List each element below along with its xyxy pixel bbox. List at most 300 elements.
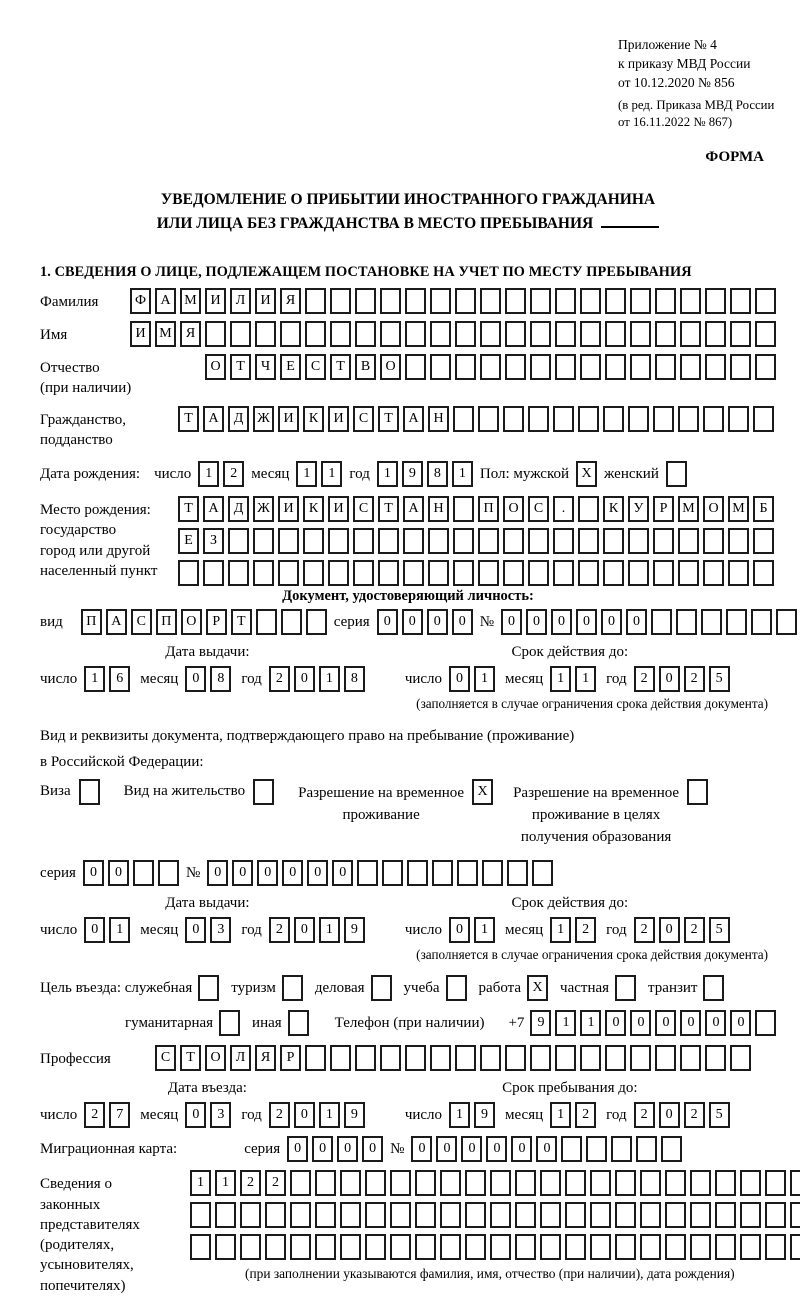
char-cell[interactable]: [480, 1045, 501, 1071]
char-cell[interactable]: Р: [280, 1045, 301, 1071]
char-cell[interactable]: Б: [753, 496, 774, 522]
char-cell[interactable]: [440, 1202, 461, 1228]
char-cell[interactable]: П: [81, 609, 102, 635]
char-cell[interactable]: [603, 528, 624, 554]
char-cell[interactable]: 9: [344, 1102, 365, 1128]
char-cell[interactable]: [340, 1234, 361, 1260]
char-cell[interactable]: [728, 406, 749, 432]
char-cell[interactable]: 0: [377, 609, 398, 635]
char-cell[interactable]: [515, 1170, 536, 1196]
char-cell[interactable]: 0: [362, 1136, 383, 1162]
char-cell[interactable]: [690, 1234, 711, 1260]
char-cell[interactable]: 0: [402, 609, 423, 635]
char-cell[interactable]: [290, 1202, 311, 1228]
char-cell[interactable]: [540, 1234, 561, 1260]
char-cell[interactable]: [507, 860, 528, 886]
char-cell[interactable]: Л: [230, 288, 251, 314]
char-cell[interactable]: [615, 1202, 636, 1228]
char-cell[interactable]: М: [728, 496, 749, 522]
char-cell[interactable]: [405, 354, 426, 380]
char-cell[interactable]: К: [303, 496, 324, 522]
purpose-study-checkbox[interactable]: [446, 975, 467, 1001]
char-cell[interactable]: 2: [269, 666, 290, 692]
char-cell[interactable]: А: [203, 496, 224, 522]
purpose-tourism-checkbox[interactable]: [282, 975, 303, 1001]
char-cell[interactable]: Т: [178, 406, 199, 432]
char-cell[interactable]: 2: [265, 1170, 286, 1196]
char-cell[interactable]: [430, 321, 451, 347]
char-cell[interactable]: О: [205, 354, 226, 380]
char-cell[interactable]: 5: [709, 666, 730, 692]
char-cell[interactable]: 0: [526, 609, 547, 635]
char-cell[interactable]: [530, 288, 551, 314]
char-cell[interactable]: [240, 1202, 261, 1228]
char-cell[interactable]: [357, 860, 378, 886]
char-cell[interactable]: [665, 1170, 686, 1196]
char-cell[interactable]: 0: [257, 860, 278, 886]
temp-permit-checkbox[interactable]: X: [472, 779, 493, 805]
char-cell[interactable]: 1: [190, 1170, 211, 1196]
char-cell[interactable]: [553, 406, 574, 432]
char-cell[interactable]: [228, 528, 249, 554]
char-cell[interactable]: 2: [575, 1102, 596, 1128]
char-cell[interactable]: М: [180, 288, 201, 314]
char-cell[interactable]: [465, 1170, 486, 1196]
char-cell[interactable]: [555, 354, 576, 380]
char-cell[interactable]: Н: [428, 496, 449, 522]
char-cell[interactable]: [253, 528, 274, 554]
char-cell[interactable]: П: [478, 496, 499, 522]
char-cell[interactable]: У: [628, 496, 649, 522]
char-cell[interactable]: [503, 528, 524, 554]
char-cell[interactable]: [553, 528, 574, 554]
char-cell[interactable]: [455, 288, 476, 314]
char-cell[interactable]: [655, 1045, 676, 1071]
char-cell[interactable]: [503, 560, 524, 586]
char-cell[interactable]: 1: [198, 461, 219, 487]
char-cell[interactable]: [365, 1202, 386, 1228]
char-cell[interactable]: Е: [280, 354, 301, 380]
char-cell[interactable]: И: [278, 496, 299, 522]
char-cell[interactable]: [730, 354, 751, 380]
char-cell[interactable]: [490, 1170, 511, 1196]
char-cell[interactable]: [303, 528, 324, 554]
char-cell[interactable]: [405, 288, 426, 314]
char-cell[interactable]: [678, 406, 699, 432]
char-cell[interactable]: [253, 560, 274, 586]
char-cell[interactable]: [378, 528, 399, 554]
char-cell[interactable]: 0: [659, 917, 680, 943]
char-cell[interactable]: [490, 1202, 511, 1228]
char-cell[interactable]: [628, 560, 649, 586]
char-cell[interactable]: [555, 288, 576, 314]
char-cell[interactable]: [405, 321, 426, 347]
char-cell[interactable]: С: [353, 496, 374, 522]
char-cell[interactable]: [265, 1234, 286, 1260]
char-cell[interactable]: 0: [185, 917, 206, 943]
char-cell[interactable]: [478, 406, 499, 432]
char-cell[interactable]: С: [155, 1045, 176, 1071]
char-cell[interactable]: П: [156, 609, 177, 635]
char-cell[interactable]: [480, 288, 501, 314]
char-cell[interactable]: [515, 1202, 536, 1228]
char-cell[interactable]: 0: [294, 666, 315, 692]
char-cell[interactable]: 0: [427, 609, 448, 635]
char-cell[interactable]: А: [403, 496, 424, 522]
char-cell[interactable]: [776, 609, 797, 635]
char-cell[interactable]: 1: [319, 666, 340, 692]
char-cell[interactable]: [403, 560, 424, 586]
temp-permit-edu-checkbox[interactable]: [687, 779, 708, 805]
char-cell[interactable]: [740, 1202, 761, 1228]
char-cell[interactable]: [705, 321, 726, 347]
char-cell[interactable]: Д: [228, 496, 249, 522]
char-cell[interactable]: Т: [178, 496, 199, 522]
char-cell[interactable]: 1: [215, 1170, 236, 1196]
char-cell[interactable]: А: [106, 609, 127, 635]
purpose-humanitarian-checkbox[interactable]: [219, 1010, 240, 1036]
char-cell[interactable]: [190, 1234, 211, 1260]
char-cell[interactable]: [636, 1136, 657, 1162]
char-cell[interactable]: 0: [626, 609, 647, 635]
char-cell[interactable]: 1: [449, 1102, 470, 1128]
char-cell[interactable]: 0: [411, 1136, 432, 1162]
char-cell[interactable]: [765, 1202, 786, 1228]
char-cell[interactable]: [457, 860, 478, 886]
char-cell[interactable]: [453, 496, 474, 522]
char-cell[interactable]: 0: [232, 860, 253, 886]
char-cell[interactable]: [528, 406, 549, 432]
char-cell[interactable]: 2: [575, 917, 596, 943]
char-cell[interactable]: [515, 1234, 536, 1260]
char-cell[interactable]: 0: [307, 860, 328, 886]
char-cell[interactable]: 3: [210, 1102, 231, 1128]
char-cell[interactable]: Ф: [130, 288, 151, 314]
char-cell[interactable]: А: [403, 406, 424, 432]
char-cell[interactable]: [255, 321, 276, 347]
char-cell[interactable]: [580, 288, 601, 314]
char-cell[interactable]: [555, 321, 576, 347]
char-cell[interactable]: [528, 560, 549, 586]
char-cell[interactable]: [555, 1045, 576, 1071]
char-cell[interactable]: 0: [452, 609, 473, 635]
char-cell[interactable]: 2: [684, 917, 705, 943]
char-cell[interactable]: 1: [296, 461, 317, 487]
char-cell[interactable]: 0: [185, 1102, 206, 1128]
char-cell[interactable]: [540, 1202, 561, 1228]
char-cell[interactable]: [505, 1045, 526, 1071]
char-cell[interactable]: [740, 1170, 761, 1196]
char-cell[interactable]: Т: [378, 406, 399, 432]
char-cell[interactable]: [640, 1234, 661, 1260]
char-cell[interactable]: .: [553, 496, 574, 522]
char-cell[interactable]: [278, 560, 299, 586]
char-cell[interactable]: [790, 1234, 800, 1260]
char-cell[interactable]: [430, 354, 451, 380]
char-cell[interactable]: [590, 1170, 611, 1196]
char-cell[interactable]: [580, 354, 601, 380]
char-cell[interactable]: [505, 288, 526, 314]
char-cell[interactable]: О: [380, 354, 401, 380]
char-cell[interactable]: 7: [109, 1102, 130, 1128]
char-cell[interactable]: [281, 609, 302, 635]
char-cell[interactable]: [703, 560, 724, 586]
char-cell[interactable]: 0: [655, 1010, 676, 1036]
char-cell[interactable]: 0: [536, 1136, 557, 1162]
char-cell[interactable]: [753, 528, 774, 554]
char-cell[interactable]: [705, 288, 726, 314]
char-cell[interactable]: [726, 609, 747, 635]
char-cell[interactable]: 1: [452, 461, 473, 487]
char-cell[interactable]: [280, 321, 301, 347]
char-cell[interactable]: 9: [402, 461, 423, 487]
char-cell[interactable]: [701, 609, 722, 635]
char-cell[interactable]: 0: [730, 1010, 751, 1036]
char-cell[interactable]: 5: [709, 917, 730, 943]
char-cell[interactable]: [380, 1045, 401, 1071]
char-cell[interactable]: [605, 354, 626, 380]
char-cell[interactable]: 1: [321, 461, 342, 487]
char-cell[interactable]: 1: [580, 1010, 601, 1036]
char-cell[interactable]: 0: [605, 1010, 626, 1036]
char-cell[interactable]: [503, 406, 524, 432]
char-cell[interactable]: И: [328, 496, 349, 522]
char-cell[interactable]: [561, 1136, 582, 1162]
char-cell[interactable]: 0: [461, 1136, 482, 1162]
char-cell[interactable]: [630, 354, 651, 380]
char-cell[interactable]: 2: [684, 1102, 705, 1128]
char-cell[interactable]: [428, 528, 449, 554]
char-cell[interactable]: [382, 860, 403, 886]
char-cell[interactable]: [390, 1170, 411, 1196]
char-cell[interactable]: [403, 528, 424, 554]
char-cell[interactable]: [680, 288, 701, 314]
char-cell[interactable]: [755, 288, 776, 314]
char-cell[interactable]: 1: [555, 1010, 576, 1036]
char-cell[interactable]: [190, 1202, 211, 1228]
char-cell[interactable]: [380, 288, 401, 314]
char-cell[interactable]: 0: [436, 1136, 457, 1162]
char-cell[interactable]: [730, 321, 751, 347]
char-cell[interactable]: 0: [287, 1136, 308, 1162]
char-cell[interactable]: Ж: [253, 496, 274, 522]
char-cell[interactable]: [590, 1234, 611, 1260]
char-cell[interactable]: 2: [269, 1102, 290, 1128]
char-cell[interactable]: А: [155, 288, 176, 314]
char-cell[interactable]: [578, 496, 599, 522]
char-cell[interactable]: [490, 1234, 511, 1260]
char-cell[interactable]: [651, 609, 672, 635]
char-cell[interactable]: [315, 1234, 336, 1260]
char-cell[interactable]: [665, 1202, 686, 1228]
purpose-work-checkbox[interactable]: X: [527, 975, 548, 1001]
char-cell[interactable]: [728, 528, 749, 554]
char-cell[interactable]: [215, 1202, 236, 1228]
char-cell[interactable]: [306, 609, 327, 635]
char-cell[interactable]: [765, 1170, 786, 1196]
char-cell[interactable]: [678, 528, 699, 554]
char-cell[interactable]: [630, 1045, 651, 1071]
char-cell[interactable]: [505, 354, 526, 380]
char-cell[interactable]: К: [303, 406, 324, 432]
char-cell[interactable]: [703, 406, 724, 432]
purpose-official-checkbox[interactable]: [198, 975, 219, 1001]
char-cell[interactable]: [378, 560, 399, 586]
char-cell[interactable]: [305, 1045, 326, 1071]
char-cell[interactable]: 0: [108, 860, 129, 886]
char-cell[interactable]: [440, 1170, 461, 1196]
char-cell[interactable]: [680, 321, 701, 347]
char-cell[interactable]: [603, 560, 624, 586]
char-cell[interactable]: И: [328, 406, 349, 432]
char-cell[interactable]: 0: [449, 666, 470, 692]
char-cell[interactable]: М: [678, 496, 699, 522]
char-cell[interactable]: [305, 288, 326, 314]
char-cell[interactable]: [603, 406, 624, 432]
char-cell[interactable]: О: [703, 496, 724, 522]
char-cell[interactable]: [628, 406, 649, 432]
char-cell[interactable]: 1: [550, 1102, 571, 1128]
char-cell[interactable]: 0: [84, 917, 105, 943]
char-cell[interactable]: [630, 321, 651, 347]
char-cell[interactable]: [653, 406, 674, 432]
char-cell[interactable]: [653, 560, 674, 586]
char-cell[interactable]: И: [130, 321, 151, 347]
char-cell[interactable]: [751, 609, 772, 635]
char-cell[interactable]: [353, 528, 374, 554]
char-cell[interactable]: Т: [180, 1045, 201, 1071]
char-cell[interactable]: [661, 1136, 682, 1162]
char-cell[interactable]: [615, 1234, 636, 1260]
char-cell[interactable]: Д: [228, 406, 249, 432]
char-cell[interactable]: [432, 860, 453, 886]
char-cell[interactable]: [690, 1170, 711, 1196]
char-cell[interactable]: [482, 860, 503, 886]
char-cell[interactable]: 1: [550, 917, 571, 943]
char-cell[interactable]: [455, 354, 476, 380]
purpose-private-checkbox[interactable]: [615, 975, 636, 1001]
char-cell[interactable]: [407, 860, 428, 886]
char-cell[interactable]: [790, 1202, 800, 1228]
char-cell[interactable]: [453, 406, 474, 432]
char-cell[interactable]: Т: [378, 496, 399, 522]
char-cell[interactable]: [532, 860, 553, 886]
char-cell[interactable]: 0: [185, 666, 206, 692]
char-cell[interactable]: [611, 1136, 632, 1162]
char-cell[interactable]: 0: [680, 1010, 701, 1036]
char-cell[interactable]: [203, 560, 224, 586]
char-cell[interactable]: [565, 1170, 586, 1196]
char-cell[interactable]: 0: [486, 1136, 507, 1162]
char-cell[interactable]: Я: [180, 321, 201, 347]
char-cell[interactable]: 0: [449, 917, 470, 943]
char-cell[interactable]: О: [503, 496, 524, 522]
char-cell[interactable]: [340, 1170, 361, 1196]
char-cell[interactable]: 2: [684, 666, 705, 692]
char-cell[interactable]: [715, 1202, 736, 1228]
char-cell[interactable]: Т: [330, 354, 351, 380]
char-cell[interactable]: [390, 1234, 411, 1260]
char-cell[interactable]: Т: [231, 609, 252, 635]
purpose-business-checkbox[interactable]: [371, 975, 392, 1001]
char-cell[interactable]: А: [203, 406, 224, 432]
char-cell[interactable]: [430, 288, 451, 314]
char-cell[interactable]: З: [203, 528, 224, 554]
char-cell[interactable]: [453, 560, 474, 586]
char-cell[interactable]: [565, 1234, 586, 1260]
char-cell[interactable]: [330, 1045, 351, 1071]
char-cell[interactable]: [158, 860, 179, 886]
char-cell[interactable]: [478, 528, 499, 554]
char-cell[interactable]: [605, 288, 626, 314]
char-cell[interactable]: [455, 321, 476, 347]
char-cell[interactable]: [505, 321, 526, 347]
char-cell[interactable]: [680, 354, 701, 380]
char-cell[interactable]: [205, 321, 226, 347]
char-cell[interactable]: 1: [319, 917, 340, 943]
char-cell[interactable]: [640, 1202, 661, 1228]
char-cell[interactable]: [465, 1234, 486, 1260]
char-cell[interactable]: 0: [83, 860, 104, 886]
char-cell[interactable]: [755, 354, 776, 380]
char-cell[interactable]: [678, 560, 699, 586]
char-cell[interactable]: [755, 1010, 776, 1036]
char-cell[interactable]: [256, 609, 277, 635]
purpose-transit-checkbox[interactable]: [703, 975, 724, 1001]
visa-checkbox[interactable]: [79, 779, 100, 805]
char-cell[interactable]: 1: [319, 1102, 340, 1128]
char-cell[interactable]: [655, 321, 676, 347]
char-cell[interactable]: [715, 1170, 736, 1196]
char-cell[interactable]: [705, 1045, 726, 1071]
char-cell[interactable]: С: [131, 609, 152, 635]
char-cell[interactable]: Н: [428, 406, 449, 432]
char-cell[interactable]: Т: [230, 354, 251, 380]
char-cell[interactable]: [730, 1045, 751, 1071]
char-cell[interactable]: [290, 1234, 311, 1260]
char-cell[interactable]: [630, 288, 651, 314]
char-cell[interactable]: 0: [511, 1136, 532, 1162]
char-cell[interactable]: [440, 1234, 461, 1260]
char-cell[interactable]: 0: [601, 609, 622, 635]
char-cell[interactable]: 0: [705, 1010, 726, 1036]
char-cell[interactable]: К: [603, 496, 624, 522]
char-cell[interactable]: [455, 1045, 476, 1071]
char-cell[interactable]: [586, 1136, 607, 1162]
char-cell[interactable]: 8: [427, 461, 448, 487]
char-cell[interactable]: 1: [575, 666, 596, 692]
char-cell[interactable]: [753, 406, 774, 432]
char-cell[interactable]: С: [528, 496, 549, 522]
char-cell[interactable]: С: [305, 354, 326, 380]
char-cell[interactable]: [530, 1045, 551, 1071]
char-cell[interactable]: [553, 560, 574, 586]
char-cell[interactable]: 2: [269, 917, 290, 943]
char-cell[interactable]: [590, 1202, 611, 1228]
char-cell[interactable]: [405, 1045, 426, 1071]
char-cell[interactable]: Р: [653, 496, 674, 522]
char-cell[interactable]: [315, 1170, 336, 1196]
char-cell[interactable]: 0: [294, 1102, 315, 1128]
char-cell[interactable]: [478, 560, 499, 586]
char-cell[interactable]: 1: [84, 666, 105, 692]
char-cell[interactable]: [178, 560, 199, 586]
char-cell[interactable]: 0: [207, 860, 228, 886]
char-cell[interactable]: [315, 1202, 336, 1228]
char-cell[interactable]: С: [353, 406, 374, 432]
char-cell[interactable]: [605, 321, 626, 347]
char-cell[interactable]: [328, 560, 349, 586]
